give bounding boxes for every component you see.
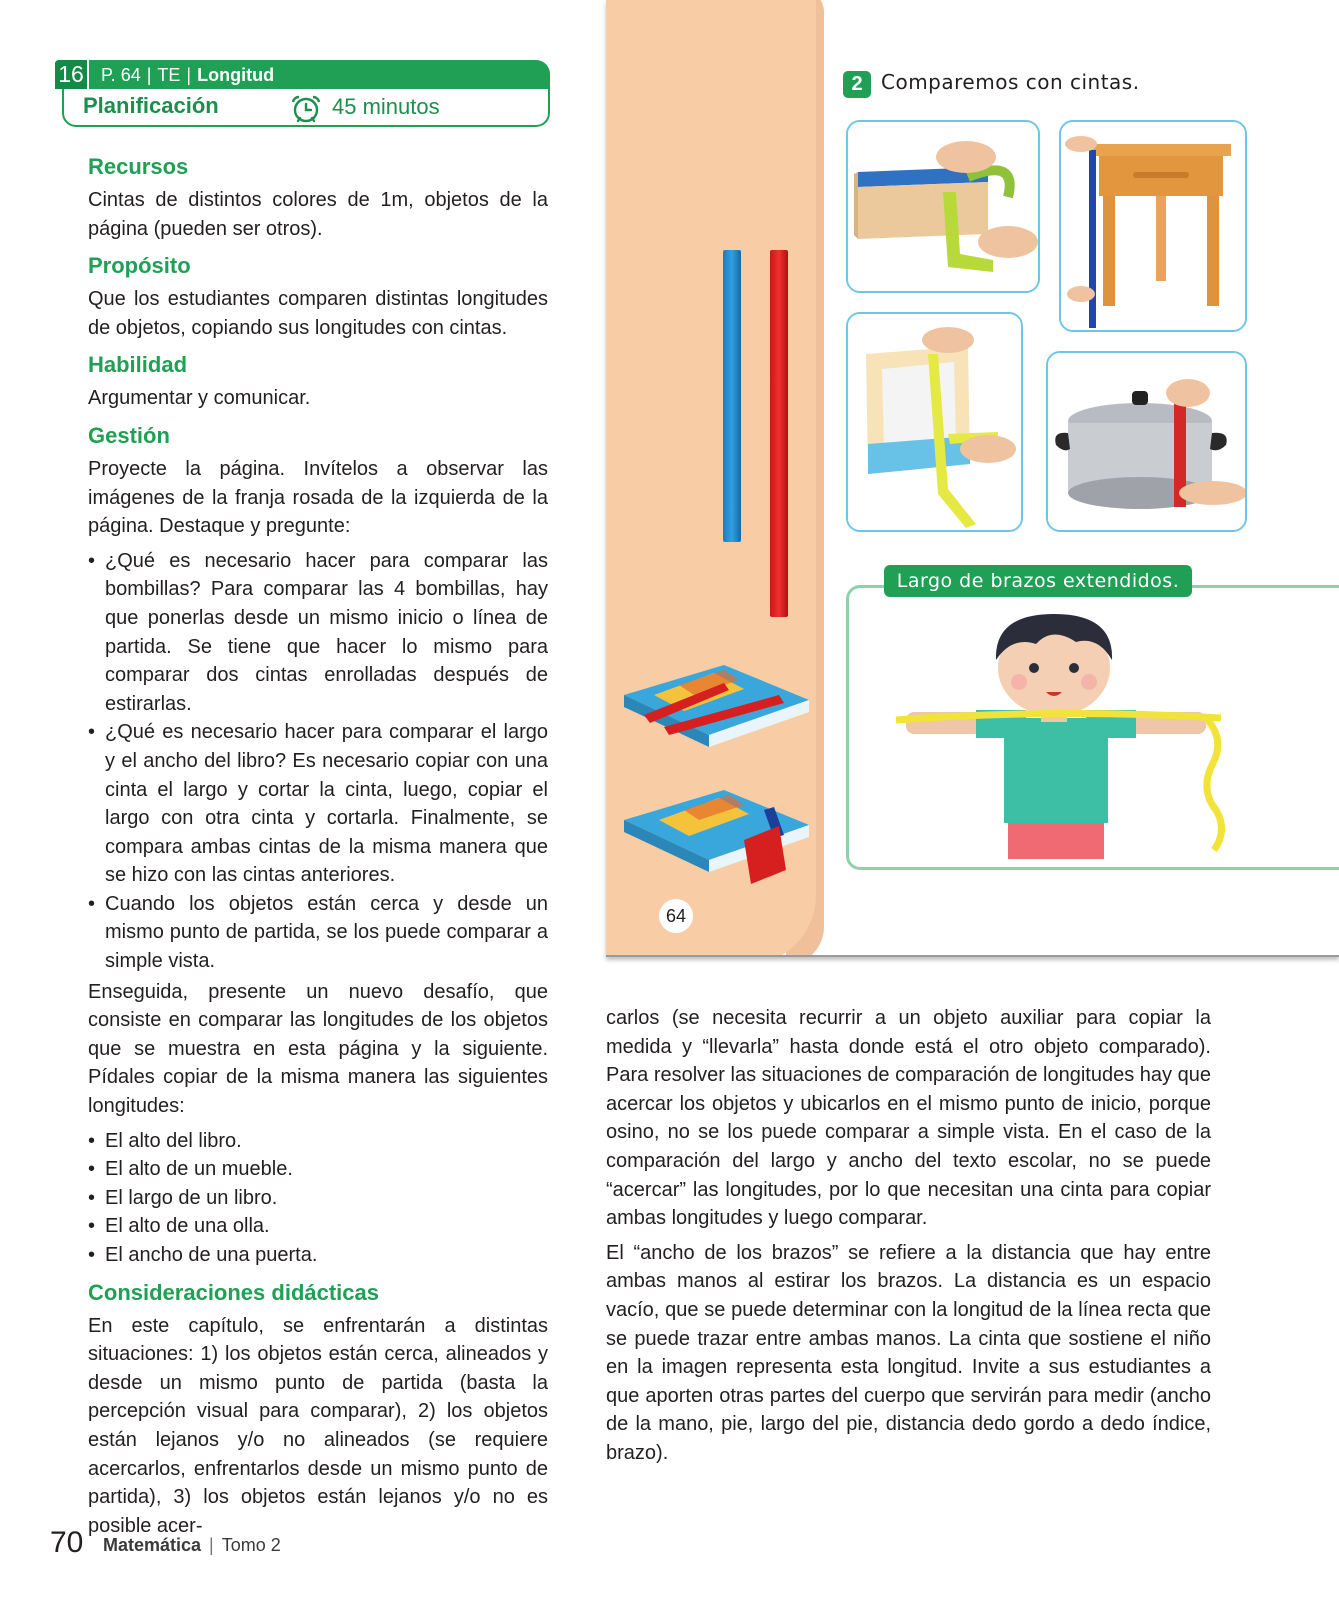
planning-label: Planificación	[83, 93, 219, 118]
door-tape-photo	[846, 312, 1023, 532]
arm-span-label: Largo de brazos extendidos.	[884, 565, 1192, 597]
student-page-image	[606, 0, 1339, 957]
blue-tape	[723, 250, 741, 542]
lesson-number: 16	[55, 60, 89, 89]
list-item: • El alto de una olla.	[88, 1212, 548, 1241]
student-page-number: 64	[659, 899, 693, 933]
page-ref: P. 64	[101, 65, 141, 85]
child-arm-span-illustration	[876, 600, 1236, 865]
consideraciones-text: En este capítulo, se enfrentarán a distintas situaciones: 1) los objetos están cerca, alineados y desde un mismo punto de partida (basta la percepción visual para comparar), 2) los objetos están lejanos y/o no alineados (se requiere acercarlos, enfrentarlos desde un mismo punto de partida), 3) los objetos están lejanos y/o no es posible acer-	[88, 1314, 548, 1537]
recursos-title: Recursos	[88, 154, 189, 179]
recursos-text: Cintas de distintos colores de 1m, objetos de la página (pueden ser otros).	[88, 189, 548, 240]
list-item: • El alto del libro.	[88, 1127, 548, 1156]
box-tape-photo	[846, 120, 1040, 293]
table-tape-photo	[1059, 120, 1247, 332]
habilidad-text: Argumentar y comunicar.	[88, 387, 311, 410]
right-paragraph-2: El “ancho de los brazos” se refiere a la distancia que hay entre ambas manos al estirar los brazos. La distancia es un espacio vacío, que se puede determinar con la longitud de la línea recta que se puede trazar entre ambas manos. La cinta que sostiene el niño en la imagen representa esta longitud. Invite a sus estudiantes a que aporten otras partes del cuerpo que servirán para medir (ancho de la mano, pie, largo del pie, distancia dedo gordo a dedo índice, brazo).	[606, 1241, 1211, 1464]
pot-tape-photo	[1046, 351, 1247, 532]
book-type: TE	[157, 65, 181, 85]
right-column	[606, 1004, 1211, 1474]
pot-tape-image	[1048, 353, 1247, 532]
header-meta: P. 64 | TE | Longitud	[101, 65, 275, 85]
gestion-followup: Enseguida, presente un nuevo desafío, que consiste en comparar las longitudes de los objetos que se muestra en esta página y la siguiente. Pídales copiar de la misma manera las siguientes longitudes:	[88, 980, 548, 1118]
planning-duration: 45 minutos	[332, 94, 440, 119]
topic: Longitud	[197, 65, 275, 85]
table-tape-image	[1061, 122, 1247, 332]
list-item: • Cuando los objetos están cerca y desde un mismo punto de partida, se los puede comparar a simple vista.	[88, 890, 548, 976]
footer-volume: Tomo 2	[221, 1535, 281, 1555]
lengths-list	[88, 1127, 548, 1270]
left-column	[88, 152, 548, 1546]
gestion-title: Gestión	[88, 422, 170, 448]
list-item: • El ancho de una puerta.	[88, 1241, 548, 1270]
list-item: • El largo de un libro.	[88, 1184, 548, 1213]
red-tape	[770, 250, 788, 617]
proposito-text: Que los estudiantes comparen distintas longitudes de objetos, copiando sus longitudes con cintas.	[88, 288, 548, 339]
gestion-intro: Proyecte la página. Invítelos a observar las imágenes de la franja rosada de la izquierda de la página. Destaque y pregunte:	[88, 457, 548, 538]
proposito-title: Propósito	[88, 253, 191, 279]
textbook-length-image	[624, 655, 809, 765]
textbook-width-image	[624, 780, 809, 890]
box-tape-image	[848, 122, 1040, 293]
activity-title: Comparemos con cintas.	[881, 70, 1140, 94]
footer-page-number: 70	[50, 1526, 84, 1559]
lesson-header	[55, 60, 550, 127]
activity-number: 2	[843, 71, 871, 98]
consideraciones-title: Consideraciones didácticas	[88, 1279, 379, 1305]
right-paragraph-1: carlos (se necesita recurrir a un objeto auxiliar para copiar la medida y “llevarla” hasta donde está el otro objeto comparado). Para resolver las situaciones de comparación de longitudes hay que acercar los objetos y ubicarlos en el mismo punto de inicio, porque osino, no se los puede comparar a simple vista. En el caso de la comparación del largo y ancho del texto escolar, no se puede “acercar” las longitudes, por lo que necesitan una cinta para copiar ambas longitudes y luego comparar.	[606, 1007, 1211, 1230]
footer-subject: Matemática	[103, 1535, 202, 1555]
list-item: • El alto de un mueble.	[88, 1155, 548, 1184]
list-item: • ¿Qué es necesario hacer para comparar el largo y el ancho del libro? Es necesario copiar con una cinta el largo y cortar la cinta, luego, copiar el largo con otra cinta y cortarla. Finalmente, se compara ambas cintas de la misma manera que se hizo con las cintas anteriores.	[88, 718, 548, 890]
alarm-clock-icon	[290, 94, 322, 124]
list-item: • ¿Qué es necesario hacer para comparar las bombillas? Para comparar las 4 bombillas, hay que ponerlas desde un mismo inicio o línea de partida. Se tiene que hacer lo mismo para comparar dos cintas enrolladas después de estirarlas.	[88, 547, 548, 719]
footer-text: Matemática | Tomo 2	[103, 1535, 281, 1555]
habilidad-title: Habilidad	[88, 352, 188, 378]
gestion-questions	[88, 547, 548, 976]
door-tape-image	[848, 314, 1023, 532]
